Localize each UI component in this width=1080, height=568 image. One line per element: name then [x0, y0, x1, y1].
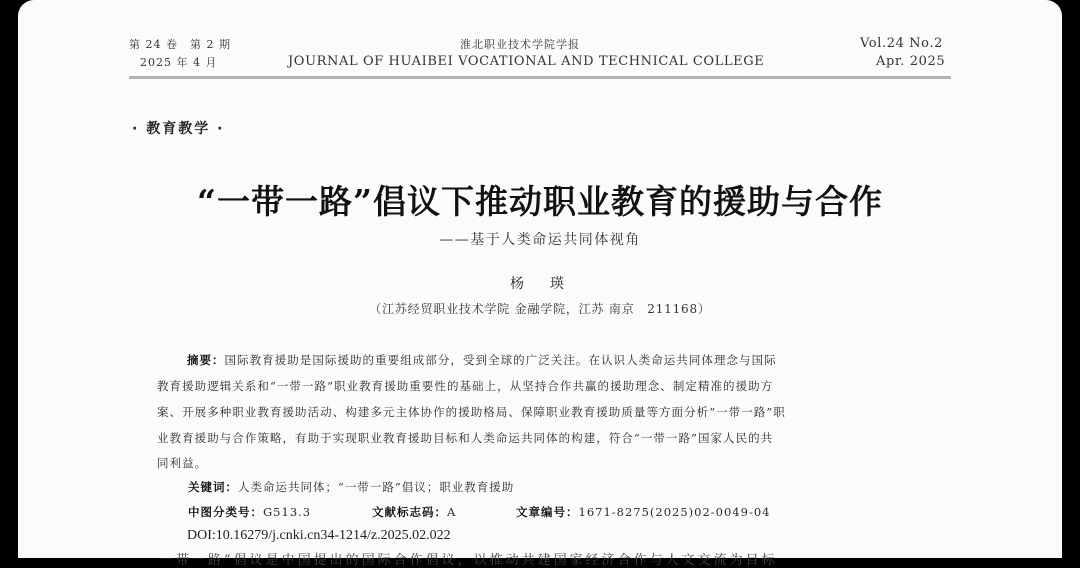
viewer-edge — [1063, 0, 1080, 558]
document-code — [372, 504, 456, 520]
abstract-line-4: 业教育援助与合作策略，有助于实现职业教育援助目标和人类命运共同体的构建，符合“一带一路”国家人民的共 — [157, 431, 774, 445]
article-number-value: 1671-8275(2025)02-0049-04 — [578, 505, 771, 519]
journal-name-en: JOURNAL OF HUAIBEI VOCATIONAL AND TECHNICAL COLLEGE — [288, 54, 765, 69]
header-rule — [129, 76, 951, 79]
doi[interactable]: DOI:10.16279/j.cnki.cn34-1214/z.2025.02.022 — [187, 528, 451, 543]
classification-value: G513.3 — [263, 505, 312, 519]
volume-en: Vol.24 No.2 — [860, 36, 943, 51]
issue-date: 2025 年 4 月 — [140, 56, 218, 69]
article-subtitle: ——基于人类命运共同体视角 — [439, 232, 641, 248]
document-code-label: 文献标志码： — [372, 505, 447, 519]
keywords-label: 关键词： — [188, 480, 238, 494]
body-text-fragment: 一带一路”倡议是中国提出的国际合作倡议，以推动共建国家经济合作与人文交流为目标 — [160, 553, 778, 568]
article-title: “一带一路”倡议下推动职业教育的援助与合作 — [197, 182, 883, 221]
journal-name-cn: 淮北职业技术学院学报 — [460, 38, 580, 51]
document-code-value: A — [447, 505, 457, 519]
classification — [188, 504, 311, 520]
abstract-line-5: 同利益。 — [157, 456, 208, 470]
author-name: 杨 瑛 — [510, 276, 570, 292]
article-number-label: 文章编号： — [516, 505, 579, 519]
keywords-value: 人类命运共同体；“一带一路”倡议；职业教育援助 — [238, 480, 515, 494]
abstract-line-1: 摘要：国际教育援助是国际援助的重要组成部分，受到全球的广泛关注。在认识人类命运共同体理念与国际 — [187, 353, 777, 367]
issue-number: 第 24 卷 第 2 期 — [129, 38, 231, 51]
keywords — [188, 479, 514, 495]
classification-label: 中图分类号： — [188, 505, 263, 519]
abstract-line-3: 案、开展多种职业教育援助活动、构建多元主体协作的援助格局、保障职业教育援助质量等方面分析“一带一路”职 — [157, 405, 786, 419]
abstract-line-2: 教育援助逻辑关系和“一带一路”职业教育援助重要性的基础上，从坚持合作共赢的援助理念、制定精准的援助方 — [157, 379, 774, 393]
article-number — [516, 504, 770, 520]
abstract-label: 摘要： — [187, 353, 225, 367]
section-tag: · 教育教学 · — [132, 121, 225, 137]
date-en: Apr. 2025 — [876, 54, 946, 69]
author-affiliation: （江苏经贸职业技术学院 金融学院，江苏 南京 211168） — [369, 302, 711, 316]
document-page — [18, 0, 1062, 568]
